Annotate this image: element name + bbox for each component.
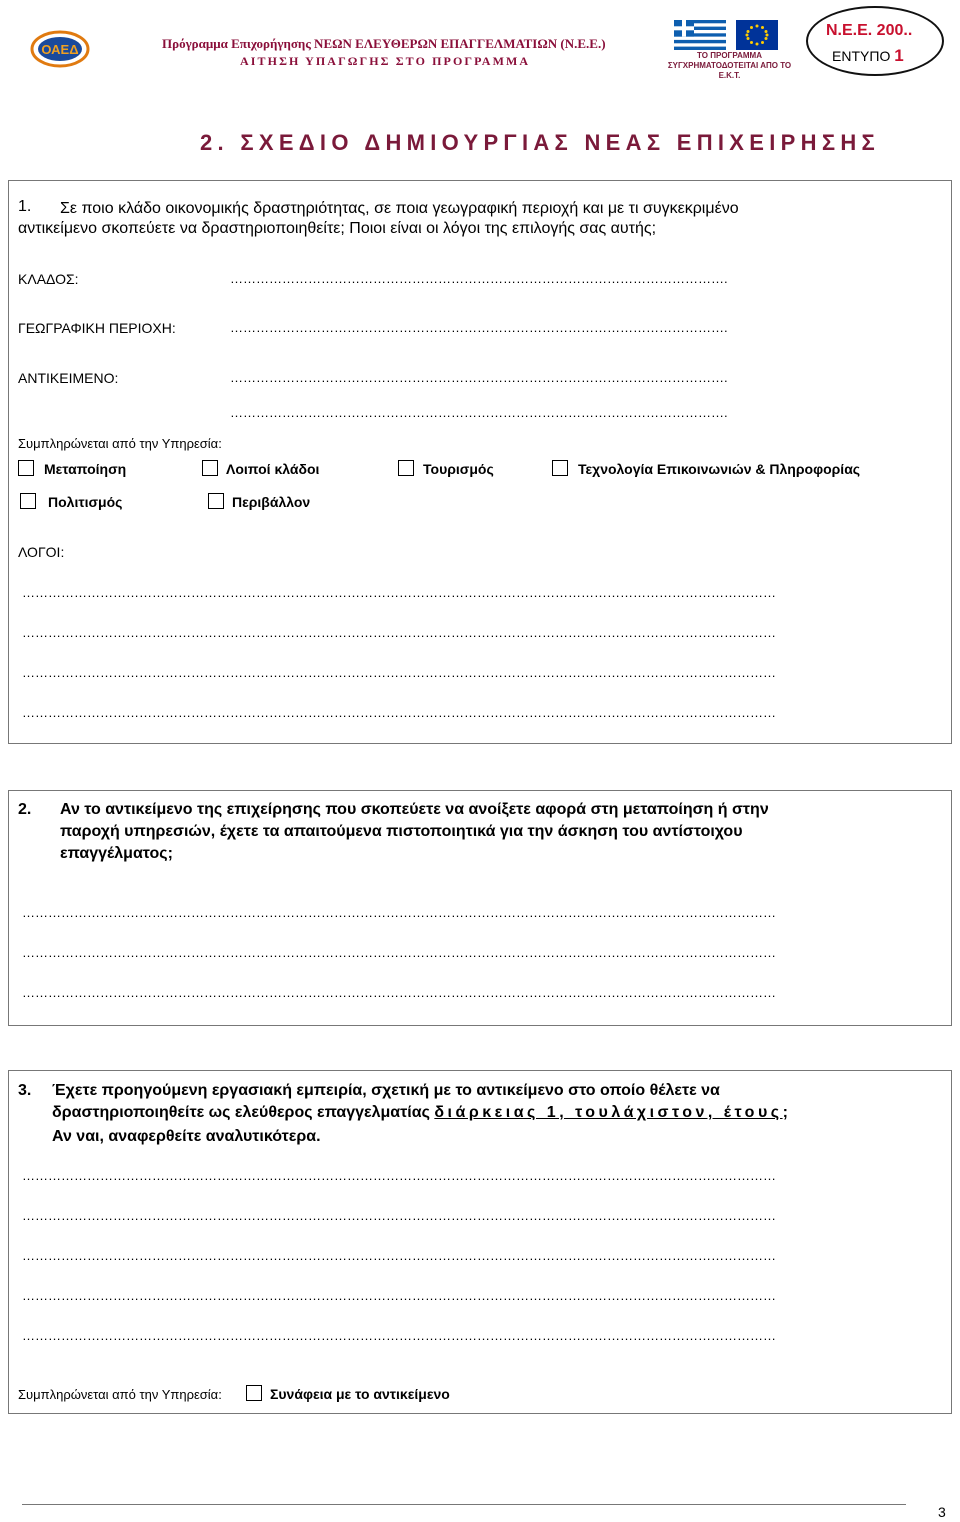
greek-flag-icon — [674, 20, 726, 50]
relevance-label: Συνάφεια με το αντικείμενο — [270, 1386, 450, 1402]
checkbox-relevance[interactable] — [246, 1385, 262, 1401]
oaed-logo — [30, 30, 90, 68]
region-label: ΓΕΩΓΡΑΦΙΚΗ ΠΕΡΙΟΧΗ: — [18, 320, 176, 336]
footer-divider — [22, 1504, 906, 1505]
object-field-2[interactable]: ……………………………………………………………………………………………………. — [230, 405, 728, 420]
logo-text: ΟΑΕΔ — [41, 42, 79, 57]
reasons-label: ΛΟΓΟΙ: — [18, 544, 65, 560]
service-note-3: Συμπληρώνεται από την Υπηρεσία: — [18, 1387, 222, 1402]
reasons-line-1[interactable]: ………………………………………………………………………………………………………………………………………………………… — [22, 585, 776, 600]
flags — [662, 20, 802, 55]
reasons-line-4[interactable]: ………………………………………………………………………………………………………………………………………………………… — [22, 705, 776, 720]
object-label: ΑΝΤΙΚΕΙΜΕΝΟ: — [18, 370, 119, 386]
question-3-number: 3. — [18, 1082, 32, 1099]
answer-3-line-2[interactable]: ………………………………………………………………………………………………………………………………………………………… — [22, 1208, 776, 1223]
answer-3-line-5[interactable]: ………………………………………………………………………………………………………………………………………………………… — [22, 1328, 776, 1343]
answer-3-line-3[interactable]: ………………………………………………………………………………………………………………………………………………………… — [22, 1248, 776, 1263]
checkbox-ict[interactable] — [552, 460, 568, 476]
form-number: 1 — [894, 46, 904, 65]
question-2-line3: επαγγέλματος; — [60, 845, 173, 862]
category-tourism: Τουρισμός — [423, 461, 494, 477]
question-2-line1: Αν το αντικείμενο της επιχείρησης που σκοπεύετε να ανοίξετε αφορά στη μεταποίηση ή στην — [60, 801, 769, 818]
form-label: ΕΝΤΥΠΟ 1 — [832, 46, 904, 65]
reasons-line-2[interactable]: ………………………………………………………………………………………………………………………………………………………… — [22, 625, 776, 640]
sector-label: ΚΛΑΔΟΣ: — [18, 271, 79, 287]
category-manufacturing: Μεταποίηση — [44, 461, 127, 477]
answer-2-line-1[interactable]: ………………………………………………………………………………………………………………………………………………………… — [22, 905, 776, 920]
category-culture: Πολιτισμός — [48, 494, 123, 510]
question-3-line2: δραστηριοποιηθείτε ως ελεύθερος επαγγελματίας διάρκειας 1, τουλάχιστον, έτους; — [52, 1104, 788, 1121]
service-note: Συμπληρώνεται από την Υπηρεσία: — [18, 436, 222, 451]
answer-2-line-3[interactable]: ………………………………………………………………………………………………………………………………………………………… — [22, 985, 776, 1000]
question-2-line2: παροχή υπηρεσιών, έχετε τα απαιτούμενα πιστοποιητικά για την άσκηση του αντίστοιχου — [60, 823, 743, 840]
duration-requirement: διάρκειας 1, τουλάχιστον, έτους — [434, 1104, 783, 1121]
form-code: Ν.Ε.Ε. 200.. — [826, 22, 913, 39]
reasons-line-3[interactable]: ………………………………………………………………………………………………………………………………………………………… — [22, 665, 776, 680]
question-1-number: 1. — [18, 198, 32, 215]
category-other-sectors: Λοιποί κλάδοι — [226, 461, 320, 477]
question-3-line3: Αν ναι, αναφερθείτε αναλυτικότερα. — [52, 1128, 321, 1145]
region-field[interactable]: ……………………………………………………………………………………………………. — [230, 320, 728, 335]
page-number: 3 — [938, 1504, 946, 1520]
question-1-line1: Σε ποιο κλάδο οικονομικής δραστηριότητας, σε ποια γεωγραφική περιοχή και με τι συγκεκριμένο — [60, 200, 739, 217]
checkbox-other-sectors[interactable] — [202, 460, 218, 476]
sector-field[interactable]: ……………………………………………………………………………………………………. — [230, 271, 728, 286]
program-title: Πρόγραμμα Επιχορήγησης ΝΕΩΝ ΕΛΕΥΘΕΡΩΝ ΕΠΑΓΓΕΛΜΑΤΙΩΝ (Ν.Ε.Ε.) — [162, 36, 606, 51]
category-environment: Περιβάλλον — [232, 494, 311, 510]
question-1-line2: αντικείμενο σκοπεύετε να δραστηριοποιηθείτε; Ποιοι είναι οι λόγοι της επιλογής σας αυτής; — [18, 220, 657, 237]
answer-3-line-1[interactable]: ………………………………………………………………………………………………………………………………………………………… — [22, 1168, 776, 1183]
page-title: 2. ΣΧΕΔΙΟ ΔΗΜΙΟΥΡΓΙΑΣ ΝΕΑΣ ΕΠΙΧΕΙΡΗΣΗΣ — [200, 130, 881, 155]
category-ict: Τεχνολογία Επικοινωνιών & Πληροφορίας — [578, 461, 861, 477]
object-field[interactable]: ……………………………………………………………………………………………………. — [230, 370, 728, 385]
checkbox-tourism[interactable] — [398, 460, 414, 476]
answer-3-line-4[interactable]: ………………………………………………………………………………………………………………………………………………………… — [22, 1288, 776, 1303]
question-3-line1: Έχετε προηγούμενη εργασιακή εμπειρία, σχετική με το αντικείμενο στο οποίο θέλετε να — [52, 1082, 720, 1099]
funding-note: ΤΟ ΠΡΟΓΡΑΜΜΑ ΣΥΓΧΡΗΜΑΤΟΔΟΤΕΙΤΑΙ ΑΠΟ ΤΟ Ε.Κ.Τ. — [667, 51, 792, 80]
checkbox-environment[interactable] — [208, 493, 224, 509]
eu-flag-icon — [736, 20, 778, 50]
checkbox-culture[interactable] — [20, 493, 36, 509]
checkbox-manufacturing[interactable] — [18, 460, 34, 476]
question-2-number: 2. — [18, 801, 32, 818]
answer-2-line-2[interactable]: ………………………………………………………………………………………………………………………………………………………… — [22, 945, 776, 960]
application-title: ΑΙΤΗΣΗ ΥΠΑΓΩΓΗΣ ΣΤΟ ΠΡΟΓΡΑΜΜΑ — [240, 54, 531, 68]
